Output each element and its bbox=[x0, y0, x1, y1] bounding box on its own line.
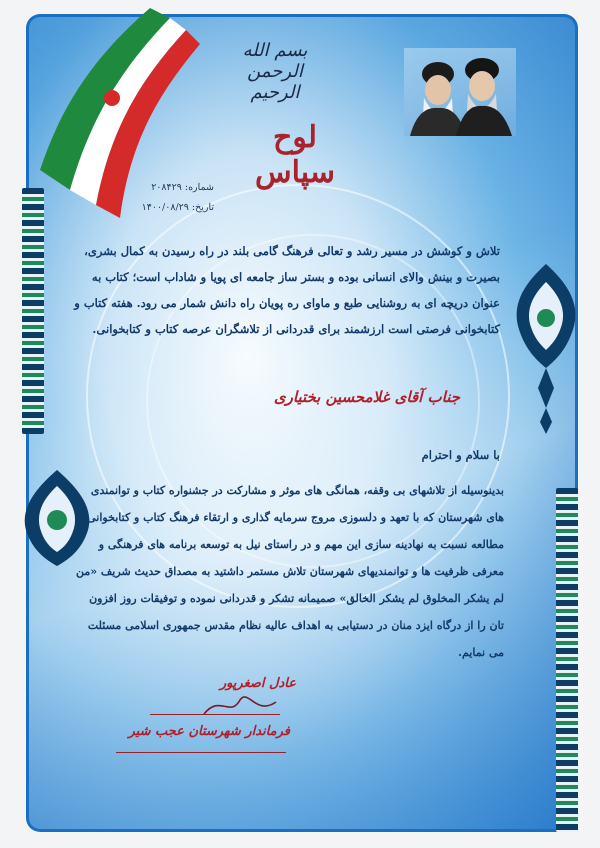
date-value: ۱۴۰۰/۰۸/۲۹ bbox=[141, 202, 189, 213]
date-label: تاریخ: bbox=[191, 202, 214, 213]
certificate-title: لوح سپاس bbox=[255, 120, 335, 190]
signature-title-underline bbox=[116, 752, 286, 753]
body-paragraph: بدینوسیله از تلاشهای بی وقفه، همانگی های موثر و مشارکت در جشنواره کتاب و توانمندی های شهرستان که با تعهد و دلسوزی مروج سرمایه گذاری و ارتقاء فرهنگ کتاب و کتابخوانی و مطالعه نسبت به نهادینه سازی این مهم و در راستای نیل به توسعه برنامه های فرهنگی و معرفی ظرفیت ها و توانمندیهای شهرستان تلاش مستمر داشتید به مصداق حدیث شریف «من لم یشکر المخلوق لم یشکر الخالق» صمیمانه تشکر و قدردانی نموده و توفیقات روز افزون تان را از درگاه ایزد منان در دستیابی به اهداف عالیه نظام مقدس جمهوری اسلامی مسئلت می نمایم. bbox=[75, 484, 504, 659]
leaders-portrait-icon bbox=[404, 48, 516, 136]
recipient-name: جناب آقای غلامحسین بختیاری bbox=[273, 388, 460, 406]
basmala: بسم الله الرحمن الرحیم bbox=[242, 40, 308, 103]
signature-underline bbox=[150, 714, 280, 715]
islamic-ornament-icon bbox=[510, 262, 582, 434]
greeting: با سلام و احترام bbox=[421, 448, 500, 462]
document-meta bbox=[124, 178, 214, 218]
islamic-ornament-icon bbox=[556, 488, 578, 832]
number-value: ۲۰۸۴۲۹ bbox=[151, 182, 182, 193]
intro-paragraph: تلاش و کوشش در مسیر رشد و تعالی فرهنگ گامی بلند در راه رسیدن به کمال بشری، بصیرت و بینش والای انسانی بوده و بستر ساز جامعه ای پویا و شاداب است؛ کتاب به عنوان دریچه ای به روشنایی طبع و ماوای ره پویان راه دانش شمار می رود. هفته کتاب و کتابخوانی فرصتی است ارزشمند برای قدردانی از تلاشگران عرصه کتاب و کتابخوانی. bbox=[74, 244, 500, 336]
number-row bbox=[124, 178, 214, 198]
number-label: شماره: bbox=[184, 182, 214, 193]
islamic-ornament-icon bbox=[22, 188, 44, 434]
signature-scribble-icon bbox=[200, 690, 280, 720]
signature-name: عادل اصغرپور bbox=[219, 676, 296, 691]
date-row bbox=[124, 198, 214, 218]
signature-title: فرماندار شهرستان عجب شیر bbox=[128, 724, 290, 739]
